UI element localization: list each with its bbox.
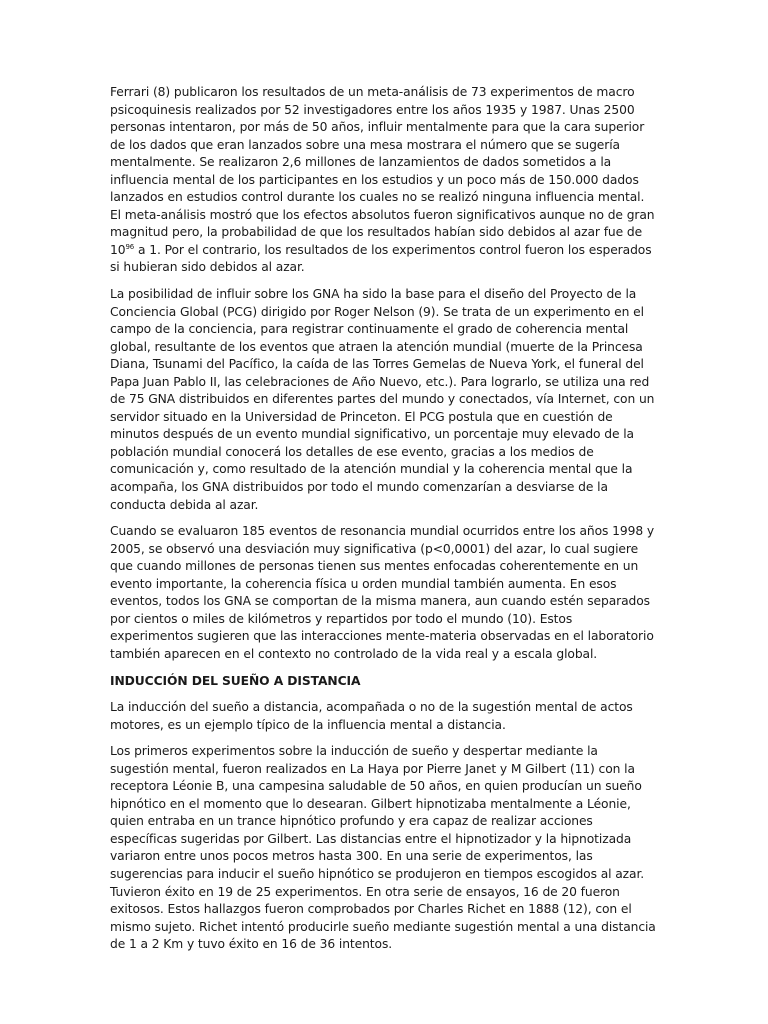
exponent: 96 [125,242,135,251]
section-heading: INDUCCIÓN DEL SUEÑO A DISTANCIA [110,673,361,688]
paragraph-meta-analysis [110,84,658,277]
document-body [110,84,658,963]
paragraph-first-experiments: Los primeros experimentos sobre la inducción de sueño y despertar mediante la sugestión mental, fueron realizados en La Haya por Pierre Janet y M Gilbert (11) con la receptora Léonie B, una campesina saludable de 50 años, en quien producían un sueño hipnótico en el momento que lo desearan. Gilbert hipnotizaba mentalmente a Léonie, quien entraba en un trance hipnótico profundo y era capaz de realizar acciones específicas sugeridas por Gilbert. Las distancias entre el hipnotizador y la hipnotizada variaron entre unos pocos metros hasta 300. En una serie de experimentos, las sugerencias para inducir el sueño hipnótico se produjeron en tiempos escogidos al azar. Tuvieron éxito en 19 de 25 experimentos. En otra serie de ensayos, 16 de 20 fueron exitosos. Estos hallazgos fueron comprobados por Charles Richet en 1888 (12), con el mismo sujeto. Richet intentó producirle sueño mediante sugestión mental a una distancia de 1 a 2 Km y tuvo éxito en 16 de 36 intentos. [110,744,656,952]
paragraph-text: a 1. Por el contrario, los resultados de los experimentos control fueron los esperados si hubieran sido debidos al azar. [110,242,652,275]
paragraph-text: Ferrari (8) publicaron los resultados de un meta-análisis de 73 experimentos de macro psicoquinesis realizados por 52 investigadores entre los años 1935 y 1987. Unas 2500 personas intentaron, por más de 50 años, influir mentalmente para que la cara superior de los dados que eran lanzados sobre una mesa mostrara el número que se sugería mentalmente. Se realizaron 2,6 millones de lanzamientos de dados sometidos a la influencia mental de los participantes en los estudios y un poco más de 150.000 dados lanzados en estudios control durante los cuales no se realizó ninguna influencia mental. El meta-análisis mostró que los efectos absolutos fueron significativos aunque no de gran magnitud pero, la probabilidad de que los resultados habían sido debidos al azar fue de 10 [110,85,655,257]
paragraph-global-consciousness: La posibilidad de influir sobre los GNA ha sido la base para el diseño del Proyecto de la Conciencia Global (PCG) dirigido por Roger Nelson (9). Se trata de un experimento en el campo de la conciencia, para registrar continuamente el grado de coherencia mental global, resultante de los eventos que atraen la atención mundial (muerte de la Princesa Diana, Tsunami del Pacífico, la caída de las Torres Gemelas de Nueva York, el funeral del Papa Juan Pablo II, las celebraciones de Año Nuevo, etc.). Para lograrlo, se utiliza una red de 75 GNA distribuidos en diferentes partes del mundo y conectados, vía Internet, con un servidor situado en la Universidad de Princeton. El PCG postula que en cuestión de minutos después de un evento mundial significativo, un porcentaje muy elevado de la población mundial conocerá los detalles de ese evento, gracias a los medios de comunicación y, como resultado de la atención mundial y la coherencia mental que la acompaña, los GNA distribuidos por todo el mundo comenzarían a desviarse de la conducta debida al azar. [110,287,655,512]
paragraph-sleep-induction-intro: La inducción del sueño a distancia, acompañada o no de la sugestión mental de actos motores, es un ejemplo típico de la influencia mental a distancia. [110,700,633,732]
paragraph-world-events: Cuando se evaluaron 185 eventos de resonancia mundial ocurridos entre los años 1998 y 2005, se observó una desviación muy significativa (p<0,0001) del azar, lo cual sugiere que cuando millones de personas tienen sus mentes enfocadas coherentemente en un evento importante, la coherencia física u orden mundial también aumenta. En esos eventos, todos los GNA se comportan de la misma manera, aun cuando estén separados por cientos o miles de kilómetros y repartidos por todo el mundo (10). Estos experimentos sugieren que las interacciones mente-materia observadas en el laboratorio también aparecen en el contexto no controlado de la vida real y a escala global. [110,524,655,661]
